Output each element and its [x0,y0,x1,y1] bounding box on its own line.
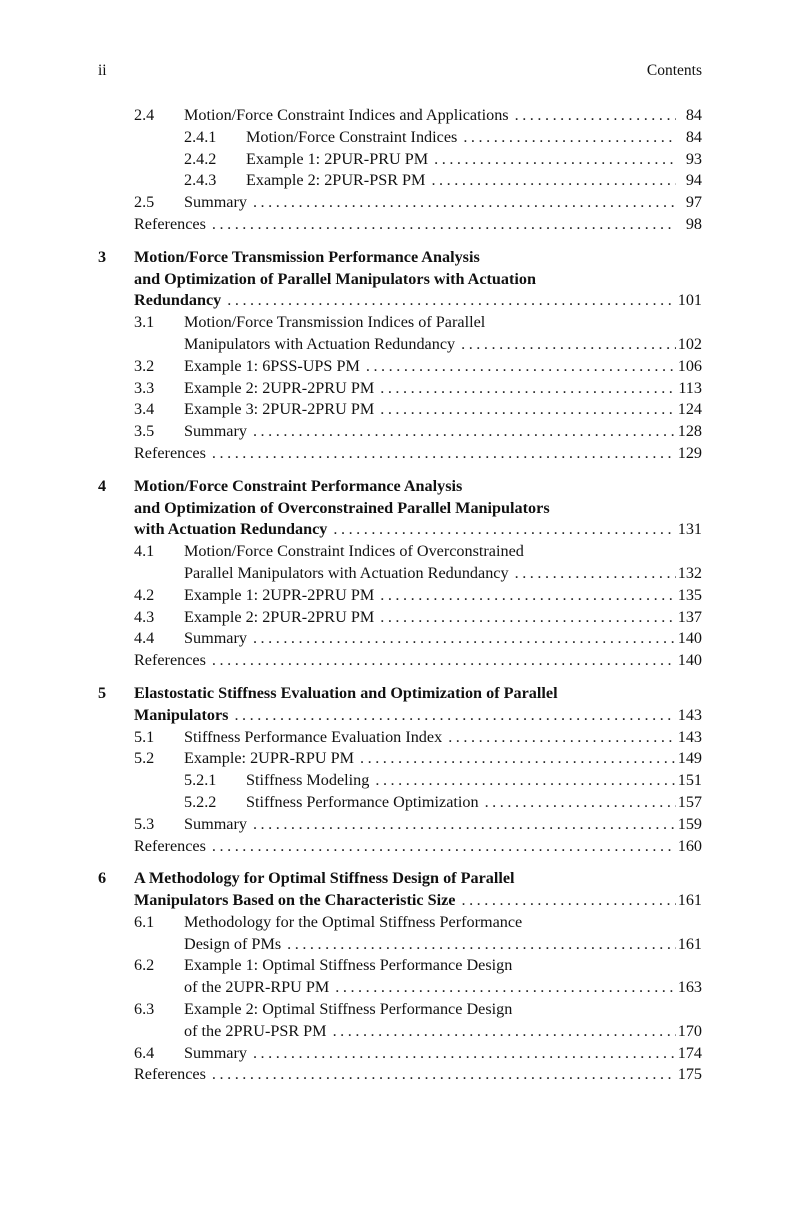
toc-page-number: 98 [685,214,702,233]
toc-entry-title: Motion/Force Constraint Indices [246,127,458,146]
dot-leader [247,421,676,443]
toc-entry[interactable] [98,541,702,563]
toc-chapter-line[interactable] [98,247,702,269]
toc-entry-number: 3 [98,247,107,266]
toc-page-number: 140 [677,629,702,648]
toc-entry-body [134,650,702,672]
toc-entry-body [134,683,702,705]
toc-line [98,399,702,421]
toc-entry-body [184,977,702,999]
dot-leader [247,192,676,214]
dot-leader [455,334,676,356]
toc-chapter-line[interactable] [98,519,702,541]
toc-entry-body [184,628,702,650]
dot-leader [425,170,676,192]
dot-leader [247,628,676,650]
toc-entry-body [184,356,702,378]
toc-entry-title: Example 2: 2UPR-2PRU PM [184,378,375,397]
toc-entry-body [184,1021,702,1043]
toc-entry-title: Manipulators with Actuation Redundancy [184,334,456,353]
toc-chapter-line[interactable] [98,269,702,291]
toc-entry-body [184,563,702,585]
toc-entry-body [134,247,702,269]
toc-entry-number: 6.2 [134,956,155,975]
toc-entry[interactable] [98,748,702,770]
toc-page-number: 175 [677,1065,702,1084]
toc-page-number: 160 [677,836,702,855]
toc-page-number: 93 [685,149,702,168]
dot-leader [360,356,676,378]
toc-entry-body [184,378,702,400]
toc-line [98,999,702,1021]
toc-line [98,683,702,705]
toc-entry-number: 5.1 [134,727,155,746]
toc-references-entry[interactable] [98,214,702,236]
toc-chapter-line[interactable] [98,890,702,912]
toc-entry[interactable] [98,1043,702,1065]
toc-page-number: 170 [677,1021,702,1040]
toc-entry-number: 4.3 [134,607,155,626]
toc-page-number: 128 [677,422,702,441]
toc-entry-number: 5.2 [134,749,155,768]
toc-entry-number: 4.2 [134,585,155,604]
dot-leader [442,727,676,749]
toc-entry[interactable] [98,149,702,171]
toc-page-number: 84 [685,127,702,146]
dot-leader [369,770,676,792]
dot-leader [247,814,676,836]
toc-page-number: 149 [677,749,702,768]
toc-entry-title: Summary [184,1043,247,1062]
toc-line [98,214,702,236]
toc-entry-body [134,443,702,465]
toc-entry[interactable] [98,628,702,650]
toc-entry-number: 4.4 [134,629,155,648]
toc-entry-title: Summary [184,193,247,212]
toc-entry-body [184,607,702,629]
toc-entry-title: Motion/Force Constraint Indices of Overconstrained [184,542,524,561]
toc-line [98,607,702,629]
toc-chapter-line[interactable] [98,868,702,890]
toc-entry[interactable] [98,563,702,585]
page-number: ii [98,62,107,79]
dot-leader [206,1064,676,1086]
toc-page-number: 97 [685,193,702,212]
toc-references-entry[interactable] [98,1064,702,1086]
toc-line [98,890,702,912]
toc-entry-body [246,127,702,149]
toc-page-number: 143 [677,705,702,724]
toc-entry-body [184,955,702,977]
toc-entry-body [246,770,702,792]
toc-page-number: 135 [677,585,702,604]
toc-chapter-line[interactable] [98,290,702,312]
toc-chapter-line[interactable] [98,498,702,520]
toc-entry-title: Manipulators [134,705,229,724]
toc-entry[interactable] [98,727,702,749]
toc-page-number: 84 [685,106,702,124]
toc-entry-body [134,890,702,912]
toc-line [98,1021,702,1043]
toc-entry[interactable] [98,955,702,977]
toc-entry-number: 5.3 [134,814,155,833]
toc-line [98,334,702,356]
toc-entry-title: Stiffness Performance Optimization [246,792,479,811]
toc-line [98,1064,702,1086]
toc-entry-title: Summary [184,629,247,648]
toc-entry-title: Motion/Force Transmission Performance Analysis [134,247,480,266]
toc-entry-title: Example: 2UPR-RPU PM [184,749,354,768]
dot-leader [206,443,676,465]
toc-page-number: 143 [677,727,702,746]
toc-line [98,290,702,312]
toc-entry[interactable] [98,934,702,956]
toc-entry-body [134,214,702,236]
toc-entry-title: References [134,443,206,462]
section-gap [98,672,702,683]
toc-entry-body [246,792,702,814]
toc-entry-body [184,312,702,334]
toc-entry[interactable] [98,192,702,214]
dot-leader [479,792,676,814]
toc-line [98,585,702,607]
toc-entry[interactable] [98,977,702,999]
toc-entry-body [134,1064,702,1086]
toc-entry-title: Example 1: 2PUR-PRU PM [246,149,429,168]
page-header [98,62,702,84]
toc-line [98,356,702,378]
toc-entry-number: 5 [98,683,107,702]
toc-entry[interactable] [98,312,702,334]
toc-entry-number: 6.3 [134,1000,155,1019]
toc-entry-body [246,149,702,171]
toc-entry[interactable] [98,770,702,792]
toc-page-number: 161 [677,891,702,910]
toc-references-entry[interactable] [98,443,702,465]
toc-line [98,912,702,934]
toc-entry-body [134,836,702,858]
toc-entry-title: Summary [184,422,247,441]
toc-entry-number: 3.5 [134,422,155,441]
toc-entry-body [184,585,702,607]
toc-entry-body [184,105,702,127]
toc-line [98,628,702,650]
toc-entry-body [134,269,702,291]
toc-line [98,748,702,770]
dot-leader [509,563,676,585]
dot-leader [206,214,676,236]
toc-entry-number: 2.5 [134,193,155,212]
section-gap [98,465,702,476]
toc-entry-body [184,934,702,956]
toc-line [98,650,702,672]
dot-leader [327,519,676,541]
toc-entry-body [134,705,702,727]
dot-leader [329,977,676,999]
toc-page-number: 102 [677,334,702,353]
dot-leader [374,399,676,421]
dot-leader [354,748,676,770]
dot-leader [327,1021,676,1043]
toc-entry-title: Example 1: Optimal Stiffness Performance Design [184,956,513,975]
toc-entry-title: and Optimization of Overconstrained Parallel Manipulators [134,498,550,517]
toc-page-number: 163 [677,978,702,997]
toc-references-entry[interactable] [98,650,702,672]
toc-entry-body [134,290,702,312]
toc-entry-title: Design of PMs [184,934,282,953]
toc-page-number: 124 [677,400,702,419]
toc-entry-number: 3.3 [134,378,155,397]
toc-line [98,192,702,214]
toc-page-number: 131 [677,520,702,539]
toc-entry[interactable] [98,912,702,934]
toc-references-entry[interactable] [98,836,702,858]
toc-line [98,934,702,956]
toc-entry-number: 6.1 [134,912,155,931]
toc-entry-title: Methodology for the Optimal Stiffness Performance [184,912,523,931]
toc-entry-title: Example 2: Optimal Stiffness Performance Design [184,1000,513,1019]
toc-entry-body [184,334,702,356]
toc-entry-title: Parallel Manipulators with Actuation Redundancy [184,563,509,582]
toc-entry[interactable] [98,105,702,127]
dot-leader [455,890,676,912]
toc-line [98,770,702,792]
table-of-contents [98,105,702,1086]
toc-page-number: 159 [677,814,702,833]
toc-line [98,814,702,836]
toc-page-number: 157 [677,792,702,811]
toc-entry-title: Stiffness Performance Evaluation Index [184,727,443,746]
toc-line [98,563,702,585]
toc-chapter-line[interactable] [98,683,702,705]
toc-line [98,247,702,269]
toc-line [98,836,702,858]
toc-entry-title: Example 1: 2UPR-2PRU PM [184,585,375,604]
dot-leader [206,836,676,858]
dot-leader [374,585,676,607]
toc-entry-body [184,541,702,563]
toc-entry-title: References [134,836,206,855]
toc-entry[interactable] [98,792,702,814]
toc-entry-title: References [134,214,206,233]
toc-line [98,519,702,541]
toc-entry-body [184,912,702,934]
toc-entry-title: Summary [184,814,247,833]
dot-leader [509,105,676,127]
toc-entry[interactable] [98,1021,702,1043]
toc-entry[interactable] [98,607,702,629]
dot-leader [247,1043,676,1065]
dot-leader [281,934,676,956]
toc-entry-number: 5.2.1 [184,771,217,790]
toc-page-number: 132 [677,563,702,582]
toc-line [98,421,702,443]
toc-entry-body [134,476,702,498]
toc-line [98,378,702,400]
dot-leader [428,149,676,171]
toc-entry-number: 5.2.2 [184,792,217,811]
toc-page-number: 101 [677,291,702,310]
toc-chapter-line[interactable] [98,476,702,498]
toc-line [98,127,702,149]
toc-entry-title: A Methodology for Optimal Stiffness Design of Parallel [134,869,515,888]
toc-entry-body [134,868,702,890]
toc-entry-body [184,727,702,749]
toc-line [98,443,702,465]
toc-line [98,977,702,999]
toc-entry[interactable] [98,421,702,443]
toc-entry-body [184,748,702,770]
toc-entry-number: 3.4 [134,400,155,419]
toc-line [98,727,702,749]
toc-entry-title: Motion/Force Constraint Indices and Applications [184,106,509,124]
toc-line [98,269,702,291]
dot-leader [457,127,676,149]
toc-line [98,955,702,977]
toc-entry-body [184,814,702,836]
section-gap [98,236,702,247]
toc-entry-number: 6.4 [134,1043,155,1062]
toc-page-number: 137 [677,607,702,626]
toc-entry-title: References [134,1065,206,1084]
toc-entry-number: 4 [98,476,107,495]
toc-entry[interactable] [98,378,702,400]
toc-entry-body [134,519,702,541]
toc-line [98,149,702,171]
toc-entry-title: with Actuation Redundancy [134,520,328,539]
toc-entry[interactable] [98,127,702,149]
toc-line [98,498,702,520]
toc-line [98,705,702,727]
toc-entry[interactable] [98,999,702,1021]
dot-leader [228,705,676,727]
toc-page-number: 140 [677,651,702,670]
toc-entry[interactable] [98,170,702,192]
toc-entry-body [184,999,702,1021]
toc-entry-title: Stiffness Modeling [246,771,370,790]
toc-entry-body [184,421,702,443]
toc-entry-title: References [134,651,206,670]
toc-entry-number: 6 [98,869,107,888]
dot-leader [206,650,676,672]
toc-entry-body [134,498,702,520]
toc-entry-title: Redundancy [134,291,222,310]
toc-entry[interactable] [98,356,702,378]
toc-page-number: 161 [677,934,702,953]
toc-page-number: 129 [677,443,702,462]
toc-entry-title: Manipulators Based on the Characteristic Size [134,891,456,910]
toc-entry-body [184,192,702,214]
toc-entry-title: Example 2: 2PUR-PSR PM [246,171,426,190]
dot-leader [374,378,676,400]
toc-entry-title: Motion/Force Constraint Performance Analysis [134,476,463,495]
toc-entry[interactable] [98,399,702,421]
dot-leader [221,290,676,312]
toc-entry-number: 3.2 [134,356,155,375]
toc-page-number: 113 [678,378,702,397]
toc-line [98,170,702,192]
toc-entry-number: 3.1 [134,313,155,332]
running-title: Contents [646,62,702,79]
toc-entry-number: 4.1 [134,542,155,561]
toc-entry-title: Motion/Force Transmission Indices of Parallel [184,313,486,332]
toc-page-number: 106 [677,356,702,375]
toc-entry-title: and Optimization of Parallel Manipulators with Actuation [134,269,536,288]
toc-entry[interactable] [98,814,702,836]
toc-entry-title: of the 2PRU-PSR PM [184,1021,327,1040]
toc-line [98,868,702,890]
toc-page-number: 151 [677,771,702,790]
toc-entry[interactable] [98,585,702,607]
toc-entry-number: 2.4.2 [184,149,217,168]
toc-line [98,541,702,563]
section-gap [98,857,702,868]
toc-line [98,105,702,127]
toc-entry-title: Elastostatic Stiffness Evaluation and Optimization of Parallel [134,683,558,702]
toc-line [98,312,702,334]
toc-page-number: 174 [677,1043,702,1062]
toc-entry[interactable] [98,334,702,356]
toc-entry-body [246,170,702,192]
dot-leader [374,607,676,629]
toc-line [98,792,702,814]
toc-chapter-line[interactable] [98,705,702,727]
toc-entry-title: Example 1: 6PSS-UPS PM [184,356,360,375]
toc-line [98,1043,702,1065]
toc-entry-title: Example 3: 2PUR-2PRU PM [184,400,375,419]
toc-entry-title: of the 2UPR-RPU PM [184,978,330,997]
toc-page-number: 94 [685,171,702,190]
toc-entry-number: 2.4.3 [184,171,217,190]
toc-entry-number: 2.4 [134,106,155,124]
toc-line [98,476,702,498]
toc-entry-number: 2.4.1 [184,127,217,146]
toc-entry-title: Example 2: 2PUR-2PRU PM [184,607,375,626]
toc-entry-body [184,1043,702,1065]
toc-entry-body [184,399,702,421]
